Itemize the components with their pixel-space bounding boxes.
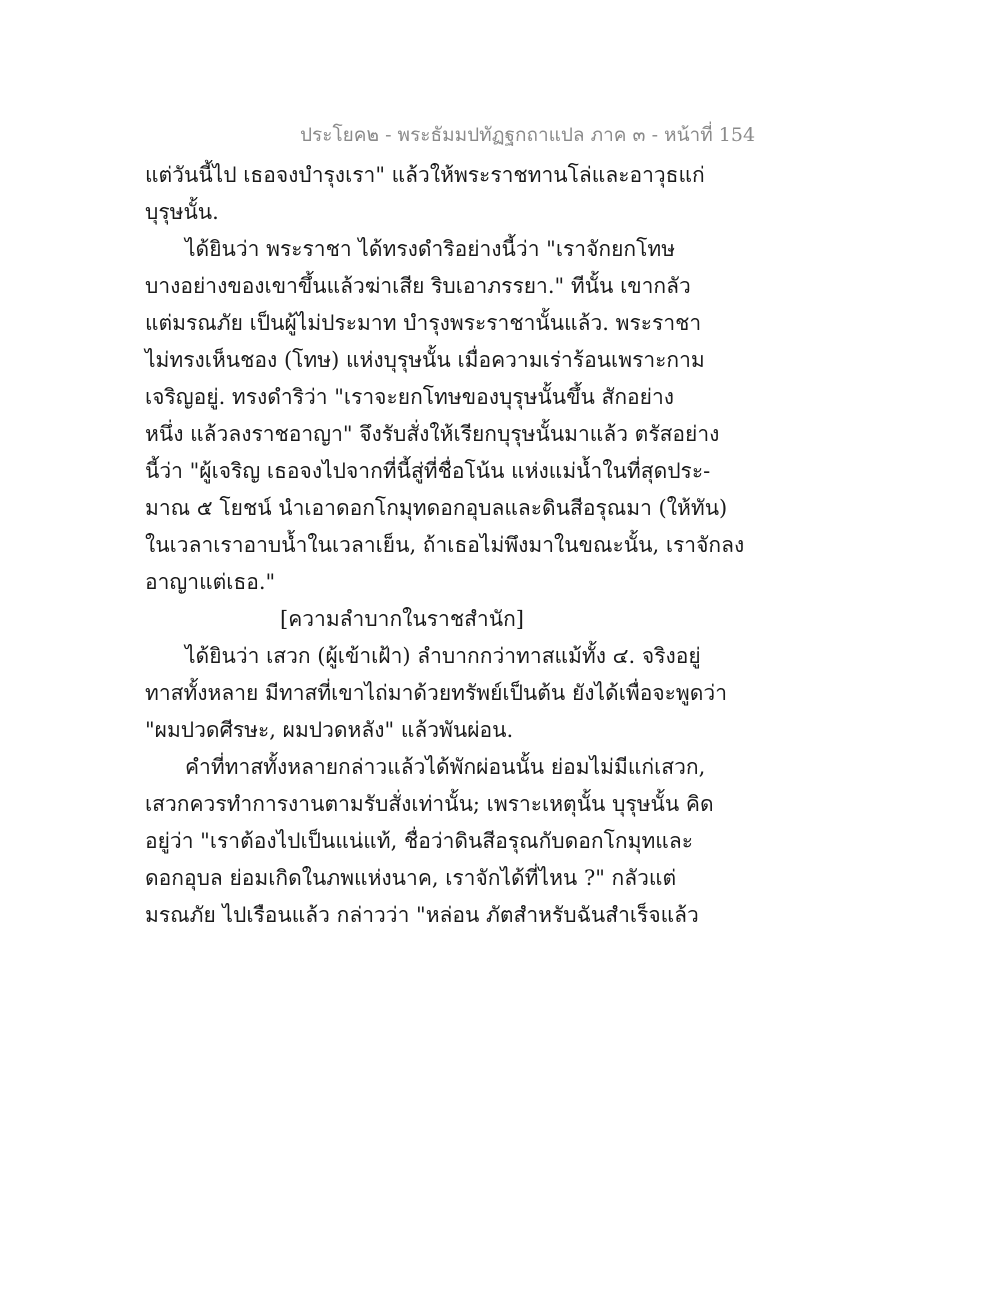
text-line: บุรุษนั้น. xyxy=(145,200,219,224)
text-line: อาญาแต่เธอ." xyxy=(145,570,276,594)
text-line: ทาสทั้งหลาย มีทาสที่เขาไถ่มาด้วยทรัพย์เป็นต้น ยังได้เพื่อจะพูดว่า xyxy=(145,681,727,705)
text-line: แต่มรณภัย เป็นผู้ไม่ประมาท บำรุงพระราชานั้นแล้ว. พระราชา xyxy=(145,311,702,335)
text-line: เจริญอยู่. ทรงดำริว่า "เราจะยกโทษของบุรุษนั้นขึ้น สักอย่าง xyxy=(145,385,675,409)
text-line: มาณ ๕ โยชน์ นำเอาดอกโกมุทดอกอุบลและดินสีอรุณมา (ให้ทัน) xyxy=(145,496,728,520)
text-line: มรณภัย ไปเรือนแล้ว กล่าวว่า "หล่อน ภัตสำหรับฉันสำเร็จแล้ว xyxy=(145,903,699,927)
text-line: ในเวลาเราอาบน้ำในเวลาเย็น, ถ้าเธอไม่พึงมาในขณะนั้น, เราจักลง xyxy=(145,533,745,557)
text-line: เสวกควรทำการงานตามรับสั่งเท่านั้น; เพราะเหตุนั้น บุรุษนั้น คิด xyxy=(145,792,714,816)
text-line: นี้ว่า "ผู้เจริญ เธอจงไปจากที่นี้สู่ที่ชื่อโน้น แห่งแม่น้ำในที่สุดประ- xyxy=(145,459,711,483)
page-header: ประโยค๒ - พระธัมมปทัฏฐกถาแปล ภาค ๓ - หน้าที่ 154 xyxy=(300,124,756,146)
section-heading: [ความลำบากในราชสำนัก] xyxy=(280,607,524,631)
text-line: ดอกอุบล ย่อมเกิดในภพแห่งนาค, เราจักได้ที่ไหน ?" กลัวแต่ xyxy=(145,866,677,890)
text-line: คำที่ทาสทั้งหลายกล่าวแล้วได้พักผ่อนนั้น ย่อมไม่มีแก่เสวก, xyxy=(185,755,706,779)
text-line: ได้ยินว่า เสวก (ผู้เข้าเฝ้า) ลำบากกว่าทาสแม้ทั้ง ๔. จริงอยู่ xyxy=(185,644,701,668)
body-text xyxy=(145,157,745,934)
text-line: บางอย่างของเขาขึ้นแล้วฆ่าเสีย ริบเอาภรรยา." ทีนั้น เขากลัว xyxy=(145,274,691,298)
text-line: แต่วันนี้ไป เธอจงบำรุงเรา" แล้วให้พระราชทานโล่และอาวุธแก่ xyxy=(145,163,705,187)
text-line: ไม่ทรงเห็นชอง (โทษ) แห่งบุรุษนั้น เมื่อความเร่าร้อนเพราะกาม xyxy=(145,348,705,372)
text-line: ได้ยินว่า พระราชา ได้ทรงดำริอย่างนี้ว่า "เราจักยกโทษ xyxy=(185,237,676,261)
text-line: อยู่ว่า "เราต้องไปเป็นแน่แท้, ชื่อว่าดินสีอรุณกับดอกโกมุทและ xyxy=(145,829,693,853)
text-line: "ผมปวดศีรษะ, ผมปวดหลัง" แล้วพันผ่อน. xyxy=(145,718,514,742)
text-line: หนึ่ง แล้วลงราชอาญา" จึงรับสั่งให้เรียกบุรุษนั้นมาแล้ว ตรัสอย่าง xyxy=(145,422,720,446)
